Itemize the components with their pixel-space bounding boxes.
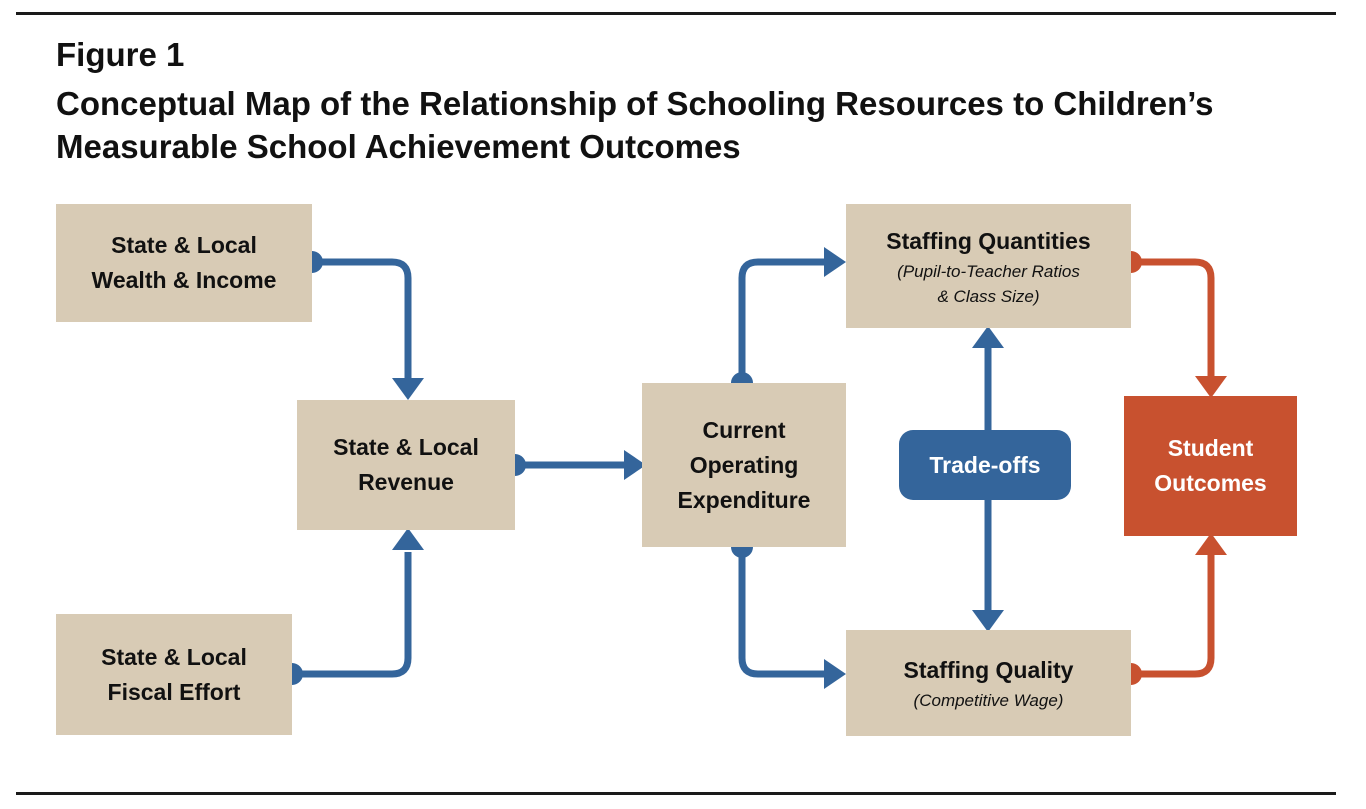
connector-expenditure-to-quantities: [742, 262, 826, 383]
arrowhead-into-revenue-bottom: [392, 528, 424, 550]
node-fiscal-line2: Fiscal Effort: [107, 678, 241, 705]
connector-fiscal-to-revenue: [292, 552, 408, 674]
node-revenue-line2: Revenue: [358, 469, 454, 495]
arrowhead-into-revenue-top: [392, 378, 424, 400]
node-expenditure-line1: Current: [702, 416, 786, 443]
arrowhead-up-to-quantities: [972, 326, 1004, 348]
node-trade-offs: Trade-offs: [899, 430, 1071, 500]
node-expenditure-line3: Expenditure: [677, 486, 811, 513]
node-quantities-title: Staffing Quantities: [886, 227, 1091, 254]
node-expenditure-line2: Operating: [689, 451, 799, 478]
node-revenue-line1: State & Local: [333, 434, 479, 460]
arrowhead-down-to-quality: [972, 610, 1004, 632]
node-fiscal-effort: [56, 614, 292, 735]
connector-quantities-to-student: [1131, 262, 1211, 378]
arrowhead-into-quantities: [824, 247, 846, 277]
connector-quality-to-student: [1131, 552, 1211, 674]
node-staffing-quality: [846, 630, 1131, 736]
node-student-line1: Student: [1167, 435, 1254, 461]
node-quantities-subtitle-line1: (Pupil-to-Teacher Ratios: [897, 261, 1080, 281]
connector-wealth-to-revenue: [312, 262, 408, 378]
node-student-outcomes: [1124, 396, 1297, 536]
node-quality-subtitle: (Competitive Wage): [913, 691, 1064, 710]
node-wealth-line2: Wealth & Income: [91, 267, 277, 293]
node-quality-title: Staffing Quality: [903, 657, 1074, 683]
node-wealth-line1: State & Local: [111, 232, 257, 258]
node-quantities-subtitle-line2: & Class Size): [937, 286, 1040, 306]
arrowhead-into-student-bottom: [1195, 533, 1227, 555]
node-operating-expenditure: [642, 383, 846, 547]
arrowhead-into-student-top: [1195, 376, 1227, 398]
node-revenue: [297, 400, 515, 530]
connector-expenditure-to-quality: [742, 547, 826, 674]
node-staffing-quantities: [846, 204, 1131, 328]
node-wealth-income: [56, 204, 312, 322]
node-fiscal-line1: State & Local: [101, 643, 247, 670]
figure-title: Conceptual Map of the Relationship of Schooling Resources to Children’s Measurable School Achievement Outcomes: [56, 85, 1214, 165]
arrowhead-into-quality: [824, 659, 846, 689]
figure-label: Figure 1: [56, 36, 185, 73]
node-student-line2: Outcomes: [1154, 470, 1267, 496]
